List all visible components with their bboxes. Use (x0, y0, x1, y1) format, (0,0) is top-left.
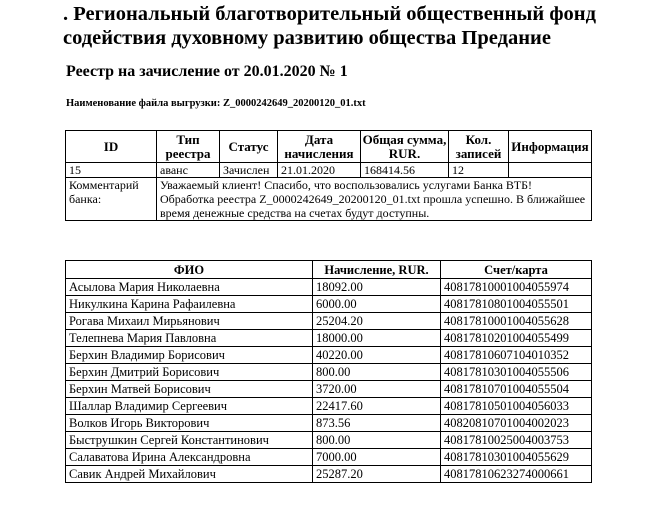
row-name: Берхин Матвей Борисович (66, 381, 313, 398)
row-account: 40817810025004003753 (441, 432, 592, 449)
row-account: 40817810501004056033 (441, 398, 592, 415)
table-row (66, 313, 592, 330)
summary-col-info: Информация (509, 131, 592, 163)
bank-comment-label: Комментарий банка: (66, 178, 157, 221)
row-amount: 6000.00 (313, 296, 441, 313)
registry-summary-table (65, 130, 592, 221)
summary-data-row (66, 163, 592, 178)
bank-comment-text: Уважаемый клиент! Спасибо, что воспользовались услугами Банка ВТБ! Обработка реестра Z_0000242649_20200120_01.txt прошла успешно. В ближайшее время денежные средства на счетах будут доступны. (157, 178, 592, 221)
summary-col-total: Общая сумма, RUR. (361, 131, 449, 163)
table-row (66, 279, 592, 296)
summary-col-date: Дата начисления (278, 131, 361, 163)
row-account: 40817810607104010352 (441, 347, 592, 364)
row-name: Рогава Михаил Мирьянович (66, 313, 313, 330)
fund-title: . Региональный благотворительный общественный фонд содействия духовному развитию общества Предание (63, 3, 596, 49)
row-name: Телепнева Мария Павловна (66, 330, 313, 347)
row-account: 40817810001004055974 (441, 279, 592, 296)
summary-header-row (66, 131, 592, 163)
row-amount: 18092.00 (313, 279, 441, 296)
table-row (66, 398, 592, 415)
payments-table (65, 260, 592, 483)
row-name: Быструшкин Сергей Константинович (66, 432, 313, 449)
payments-header-row (66, 261, 592, 279)
table-row (66, 415, 592, 432)
summary-col-count: Кол. записей (449, 131, 509, 163)
table-row (66, 347, 592, 364)
row-amount: 25204.20 (313, 313, 441, 330)
table-row (66, 296, 592, 313)
summary-col-id: ID (66, 131, 157, 163)
row-account: 40817810201004055499 (441, 330, 592, 347)
row-account: 40817810301004055506 (441, 364, 592, 381)
row-name: Асылова Мария Николаевна (66, 279, 313, 296)
row-amount: 25287.20 (313, 466, 441, 483)
row-amount: 873.56 (313, 415, 441, 432)
row-name: Шаллар Владимир Сергеевич (66, 398, 313, 415)
row-amount: 3720.00 (313, 381, 441, 398)
row-name: Савик Андрей Михайлович (66, 466, 313, 483)
row-account: 40817810801004055501 (441, 296, 592, 313)
table-row (66, 381, 592, 398)
summary-col-status: Статус (220, 131, 278, 163)
row-name: Волков Игорь Викторович (66, 415, 313, 432)
table-row (66, 466, 592, 483)
table-row (66, 330, 592, 347)
table-row (66, 449, 592, 466)
payments-col-name: ФИО (66, 261, 313, 279)
row-account: 40817810001004055628 (441, 313, 592, 330)
row-account: 40820810701004002023 (441, 415, 592, 432)
row-name: Никулкина Карина Рафаилевна (66, 296, 313, 313)
payments-col-amount: Начисление, RUR. (313, 261, 441, 279)
row-name: Берхин Владимир Борисович (66, 347, 313, 364)
summary-status: Зачислен (220, 163, 278, 178)
summary-info (509, 163, 592, 178)
payments-col-account: Счет/карта (441, 261, 592, 279)
row-amount: 800.00 (313, 432, 441, 449)
row-amount: 18000.00 (313, 330, 441, 347)
export-filename: Наименование файла выгрузки: Z_0000242649_20200120_01.txt (66, 98, 366, 109)
summary-count: 12 (449, 163, 509, 178)
table-row (66, 432, 592, 449)
row-account: 40817810701004055504 (441, 381, 592, 398)
summary-total: 168414.56 (361, 163, 449, 178)
row-amount: 7000.00 (313, 449, 441, 466)
summary-id: 15 (66, 163, 157, 178)
table-row (66, 364, 592, 381)
bank-comment-row (66, 178, 592, 221)
row-account: 40817810301004055629 (441, 449, 592, 466)
row-name: Салаватова Ирина Александровна (66, 449, 313, 466)
row-amount: 40220.00 (313, 347, 441, 364)
registry-title: Реестр на зачисление от 20.01.2020 № 1 (66, 63, 348, 80)
row-amount: 800.00 (313, 364, 441, 381)
summary-type: аванс (157, 163, 220, 178)
summary-col-type: Тип реестра (157, 131, 220, 163)
row-amount: 22417.60 (313, 398, 441, 415)
row-account: 40817810623274000661 (441, 466, 592, 483)
row-name: Берхин Дмитрий Борисович (66, 364, 313, 381)
summary-date: 21.01.2020 (278, 163, 361, 178)
